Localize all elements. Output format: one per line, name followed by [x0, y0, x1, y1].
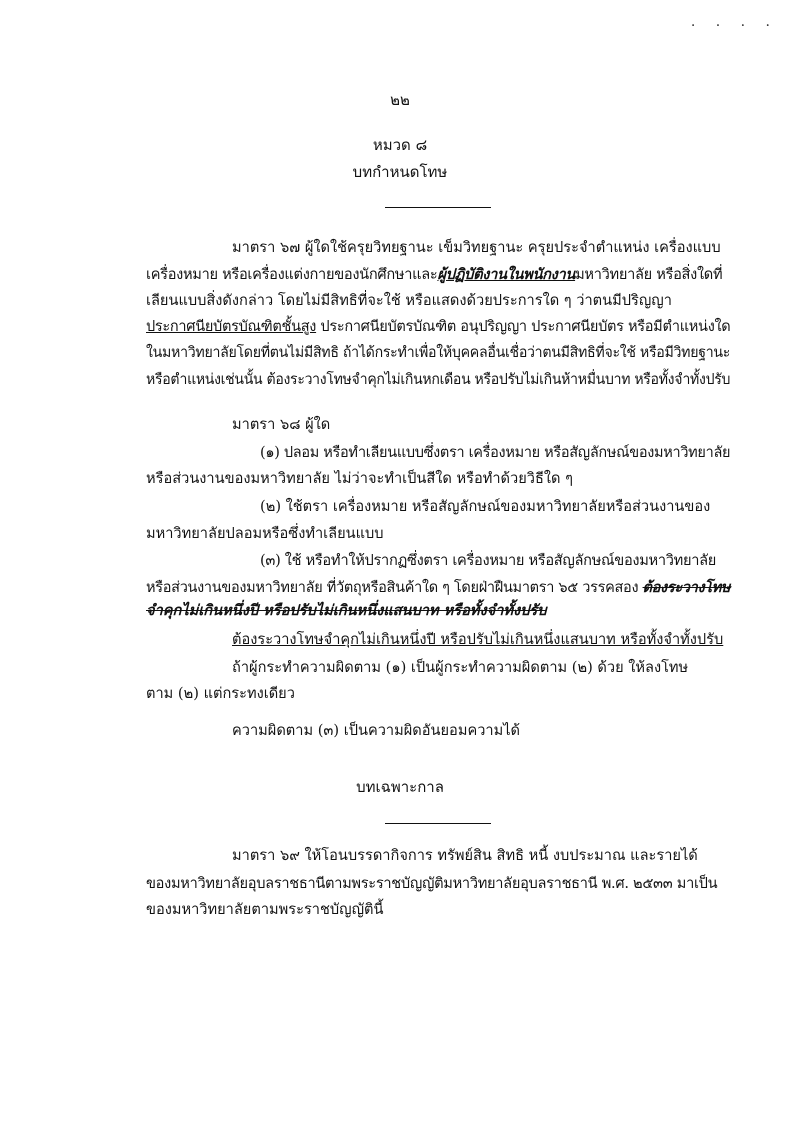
text-run: ความผิดตาม (๓) เป็นความผิดอันยอมความได้ [232, 722, 521, 739]
chapter-heading: หมวด ๘ [372, 136, 428, 154]
text-run: มาตรา ๖๙ ให้โอนบรรดากิจการ ทรัพย์สิน สิทธิ หนี้ งบประมาณ และรายได้ [232, 847, 698, 864]
text-run: (๒) ใช้ตรา เครื่องหมาย หรือสัญลักษณ์ของมหาวิทยาลัยหรือส่วนงานของ [260, 498, 711, 515]
text-run: หรือส่วนงานของมหาวิทยาลัย ที่วัตถุหรือสินค้าใด ๆ โดยฝ่าฝืนมาตรา ๖๕ วรรคสอง [146, 579, 643, 596]
text-line [232, 238, 721, 258]
text-line [232, 846, 698, 866]
text-line [146, 343, 730, 363]
text-line [232, 415, 330, 435]
text-line [260, 497, 710, 517]
text-run: ผู้ปฏิบัติงานในพนักงาน [437, 266, 576, 283]
text-line [232, 658, 688, 678]
divider-1 [385, 207, 491, 208]
corner-dots: . . . . [690, 14, 778, 30]
text-line [232, 630, 723, 650]
text-line [146, 317, 730, 337]
text-line [146, 874, 717, 894]
text-line [146, 578, 730, 598]
text-run: หรือส่วนงานของมหาวิทยาลัย ไม่ว่าจะทำเป็นสีใด หรือทำด้วยวิธีใด ๆ [146, 470, 573, 487]
text-run: (๑) ปลอม หรือทำเลียนแบบซึ่งตรา เครื่องหมาย หรือสัญลักษณ์ของมหาวิทยาลัย [260, 444, 731, 461]
text-run: มหาวิทยาลัยปลอมหรือซึ่งทำเลียนแบบ [146, 525, 384, 542]
text-run: ถ้าผู้กระทำความผิดตาม (๑) เป็นผู้กระทำความผิดตาม (๒) ด้วย ให้ลงโทษ [232, 659, 689, 676]
text-run: ตาม (๒) แต่กระทงเดียว [146, 685, 295, 702]
transitional-title: บทเฉพาะกาล [356, 778, 444, 796]
text-line [146, 469, 573, 489]
text-run: หรือตำแหน่งเช่นนั้น ต้องระวางโทษจำคุกไม่เกินหกเดือน หรือปรับไม่เกินห้าหมื่นบาท หรือทั้งจำทั้งปรับ [146, 371, 731, 388]
text-run: ประกาศนียบัตรบัณฑิต อนุปริญญา ประกาศนียบัตร หรือมีตำแหน่งใด [316, 318, 731, 335]
chapter-title: บทกำหนดโทษ [352, 163, 448, 181]
text-line [146, 900, 383, 920]
text-run: ต้องระวางโทษจำคุกไม่เกินหนึ่งปี หรือปรับไม่เกินหนึ่งแสนบาท หรือทั้งจำทั้งปรับ [232, 631, 724, 648]
text-line [146, 291, 672, 311]
text-line [146, 524, 384, 544]
text-run: ประกาศนียบัตรบัณฑิตชั้นสูง [146, 318, 317, 335]
text-run: เลียนแบบสิ่งดังกล่าว โดยไม่มีสิทธิที่จะใช้ หรือแสดงด้วยประการใด ๆ ว่าตนมีปริญญา [146, 292, 672, 309]
text-line [260, 551, 716, 571]
page-number: ๒๒ [390, 91, 410, 109]
text-line [146, 370, 730, 390]
text-run: (๓) ใช้ หรือทำให้ปรากฏซึ่งตรา เครื่องหมาย หรือสัญลักษณ์ของมหาวิทยาลัย [260, 552, 717, 569]
text-line [260, 443, 730, 463]
text-run: จำคุกไม่เกินหนึ่งปี หรือปรับไม่เกินหนึ่งแสนบาท หรือทั้งจำทั้งปรับ [146, 602, 547, 619]
text-run: มหาวิทยาลัย หรือสิ่งใดที่ [575, 266, 723, 283]
divider-2 [385, 823, 491, 824]
text-run: มาตรา ๖๘ ผู้ใด [232, 416, 331, 433]
text-run: ของมหาวิทยาลัยอุบลราชธานีตามพระราชบัญญัติมหาวิทยาลัยอุบลราชธานี พ.ศ. ๒๕๓๓ มาเป็น [146, 875, 718, 892]
text-run: ต้องระวางโทษ [642, 579, 731, 596]
text-run: มาตรา ๖๗ ผู้ใดใช้ครุยวิทยฐานะ เข็มวิทยฐานะ ครุยประจำตำแหน่ง เครื่องแบบ [232, 239, 721, 256]
text-line [146, 684, 295, 704]
text-run: ในมหาวิทยาลัยโดยที่ตนไม่มีสิทธิ ถ้าได้กระทำเพื่อให้บุคคลอื่นเชื่อว่าตนมีสิทธิที่จะใช้ หรือมีวิทยฐานะ [146, 344, 731, 361]
text-line [146, 265, 722, 285]
text-run: เครื่องหมาย หรือเครื่องแต่งกายของนักศึกษาและ [146, 266, 438, 283]
text-line [146, 601, 547, 621]
text-run: ของมหาวิทยาลัยตามพระราชบัญญัตินี้ [146, 901, 384, 918]
text-line [232, 721, 520, 741]
